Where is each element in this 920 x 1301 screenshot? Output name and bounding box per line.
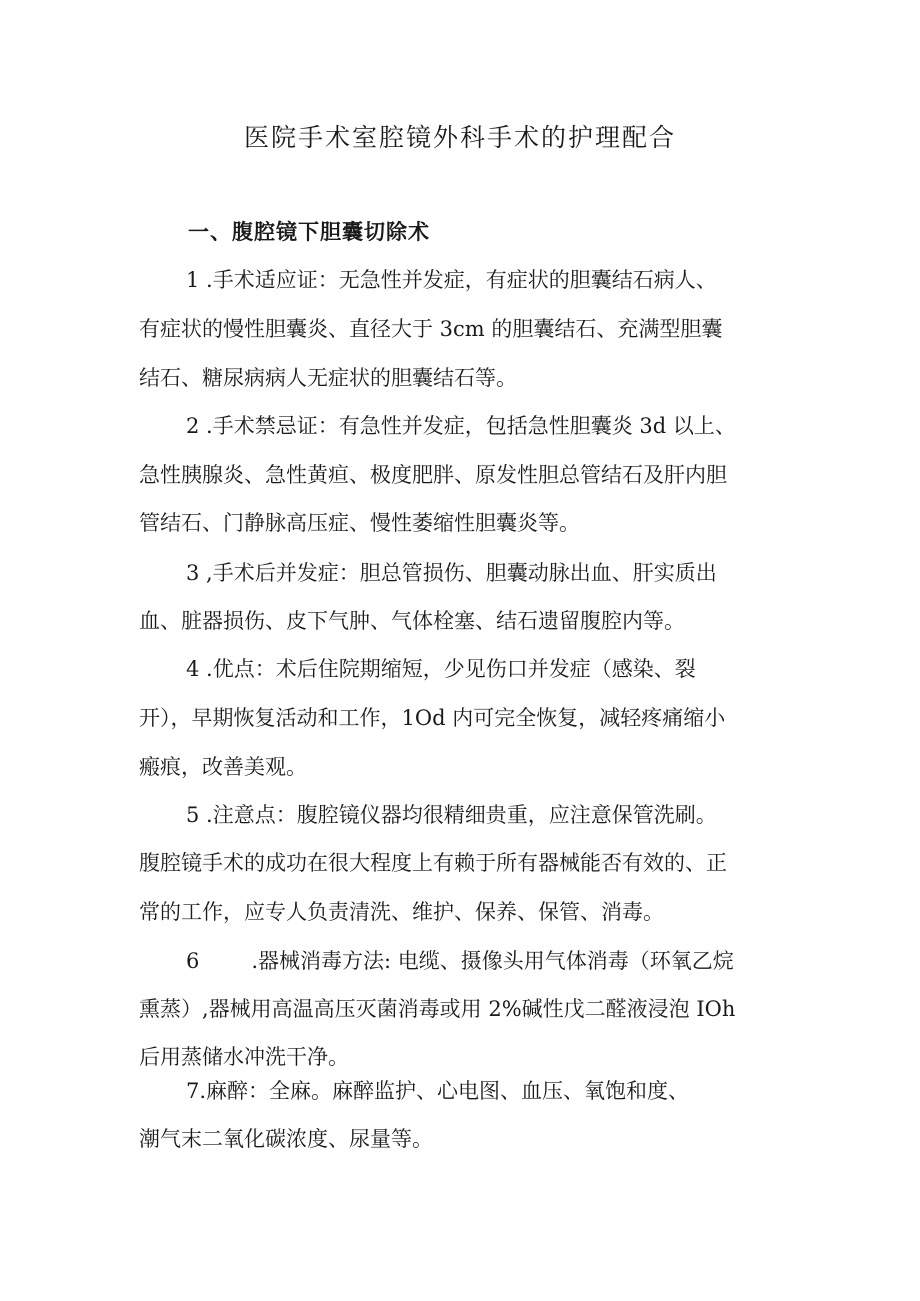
item-1-line-3: 结石、糖尿病病人无症状的胆囊结石等。 <box>139 366 517 390</box>
item-6-line-1 <box>186 946 734 976</box>
item-7-line-2: 潮气末二氧化碳浓度、尿量等。 <box>139 1127 433 1151</box>
item-3-line-1: 3 ,手术后并发症：胆总管损伤、胆囊动脉出血、肝实质出 <box>186 561 717 585</box>
item-6-line-1-text: .器械消毒方法: 电缆、摄像头用气体消毒（环氧乙烷 <box>251 949 734 973</box>
item-5-line-2: 腹腔镜手术的成功在很大程度上有赖于所有器械能否有效的、正 <box>139 851 727 875</box>
item-2-line-2: 急性胰腺炎、急性黄疸、极度肥胖、原发性胆总管结石及肝内胆 <box>139 463 727 487</box>
item-2-line-3: 管结石、门静脉高压症、慢性萎缩性胆囊炎等。 <box>139 511 580 535</box>
document-title: 医院手术室腔镜外科手术的护理配合 <box>243 123 676 152</box>
item-6-line-3: 后用蒸储水冲洗干净。 <box>139 1045 349 1069</box>
item-4-line-1: 4 .优点：术后住院期缩短，少见伤口并发症（感染、裂 <box>186 657 696 681</box>
item-1-line-2: 有症状的慢性胆囊炎、直径大于 3cm 的胆囊结石、充满型胆囊 <box>139 317 723 341</box>
item-4-line-3: 瘢痕，改善美观。 <box>139 755 307 779</box>
item-5-line-1: 5 .注意点：腹腔镜仪器均很精细贵重，应注意保管洗刷。 <box>186 803 717 827</box>
item-4-line-2: 开），早期恢复活动和工作，1Od 内可完全恢复，减轻疼痛缩小 <box>139 706 726 730</box>
item-2-line-1: 2 .手术禁忌证：有急性并发症，包括急性胆囊炎 3d 以上、 <box>186 414 736 438</box>
item-7-line-1: 7.麻醉：全麻。麻醉监护、心电图、血压、氧饱和度、 <box>186 1079 690 1103</box>
item-6-line-2: 熏蒸）,器械用高温高压灭菌消毒或用 2%碱性戊二醛液浸泡 IOh <box>139 997 736 1021</box>
item-6-number: 6 <box>186 949 200 973</box>
item-1-line-1: 1 .手术适应证：无急性并发症，有症状的胆囊结石病人、 <box>186 268 717 292</box>
item-5-line-3: 常的工作，应专人负责清洗、维护、保养、保管、消毒。 <box>139 900 664 924</box>
section-heading: 一、腹腔镜下胆囊切除术 <box>188 219 430 244</box>
item-3-line-2: 血、脏器损伤、皮下气肿、气体栓塞、结石遗留腹腔内等。 <box>139 609 685 633</box>
